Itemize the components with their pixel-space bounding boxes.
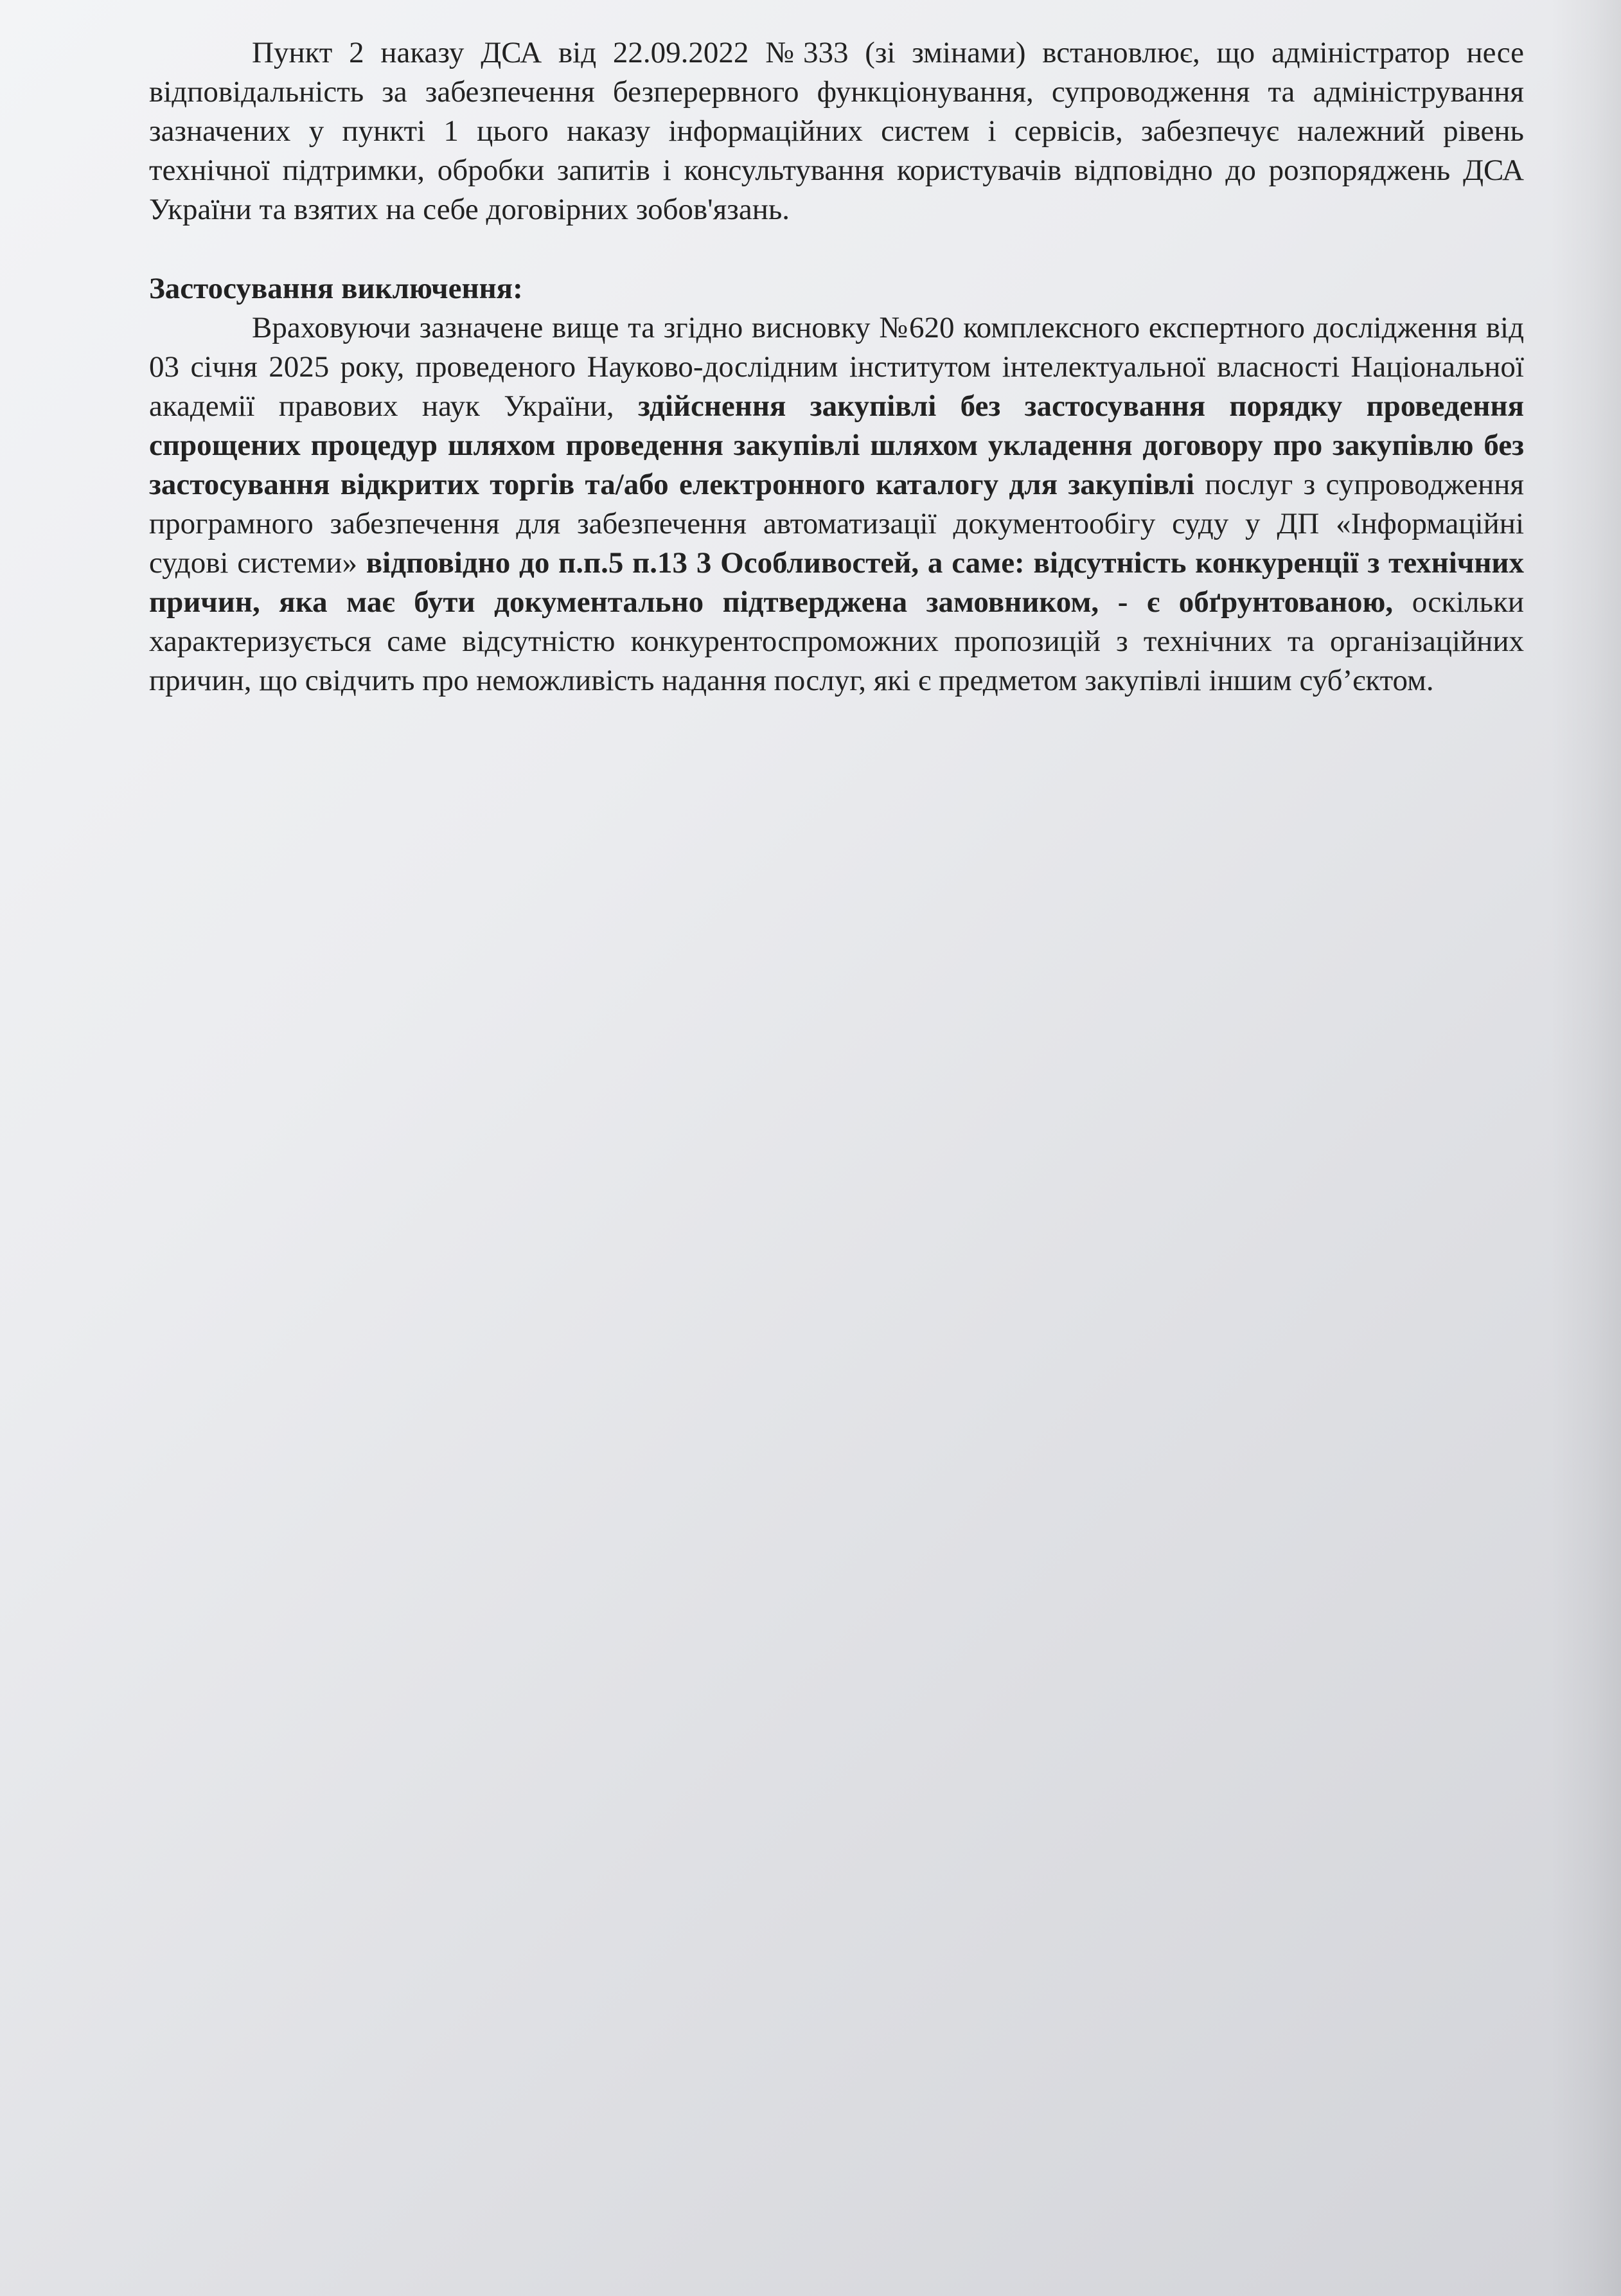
paragraph-admin-responsibility: Пункт 2 наказу ДСА від 22.09.2022 №333 (зі змінами) встановлює, що адміністратор несе відповідальність за забезпечення безперервного функціонування, супроводження та адміністрування зазначених у пункті 1 цього наказу інформаційних систем і сервісів, забезпечує належний рівень технічної підтримки, обробки запитів і консультування користувачів відповідно до розпоряджень ДСА України та взятих на себе договірних зобов'язань. bbox=[149, 36, 1524, 226]
paragraph-bold-part: відповідно до п.п.5 п.13 3 Особливостей, а саме: відсутність конкуренції з технічних причин, яка має бути документально підтверджена замовником, - є обґрунтованою, bbox=[149, 546, 1524, 619]
paragraph-exception-application bbox=[149, 308, 1524, 700]
paragraph-text-part: оскільки характеризується саме відсутністю конкурентоспроможних пропозицій з технічних та організаційних причин, що свідчить про неможливість надання послуг, які є предметом закупівлі іншим суб’єктом. bbox=[149, 585, 1524, 697]
section-heading-exception: Застосування виключення: bbox=[149, 272, 523, 305]
paragraph-text-part: Враховуючи зазначене вище та згідно висновку №620 комплексного експертного дослідження від 03 січня 2025 року, проведеного Науково-дослідним інститутом інтелектуальної власності Національної академії правових наук України, bbox=[149, 311, 1524, 423]
document-body bbox=[149, 33, 1524, 700]
page-edge-shadow bbox=[1550, 0, 1621, 2296]
paragraph-text-part: послуг з супроводження програмного забезпечення для забезпечення автоматизації документообігу суду у ДП «Інформаційні судові системи» bbox=[149, 468, 1524, 580]
paragraph-bold-part: здійснення закупівлі без застосування порядку проведення спрощених процедур шляхом проведення закупівлі шляхом укладення договору про закупівлю без застосування відкритих торгів та/або електронного каталогу для закупівлі bbox=[149, 389, 1525, 501]
